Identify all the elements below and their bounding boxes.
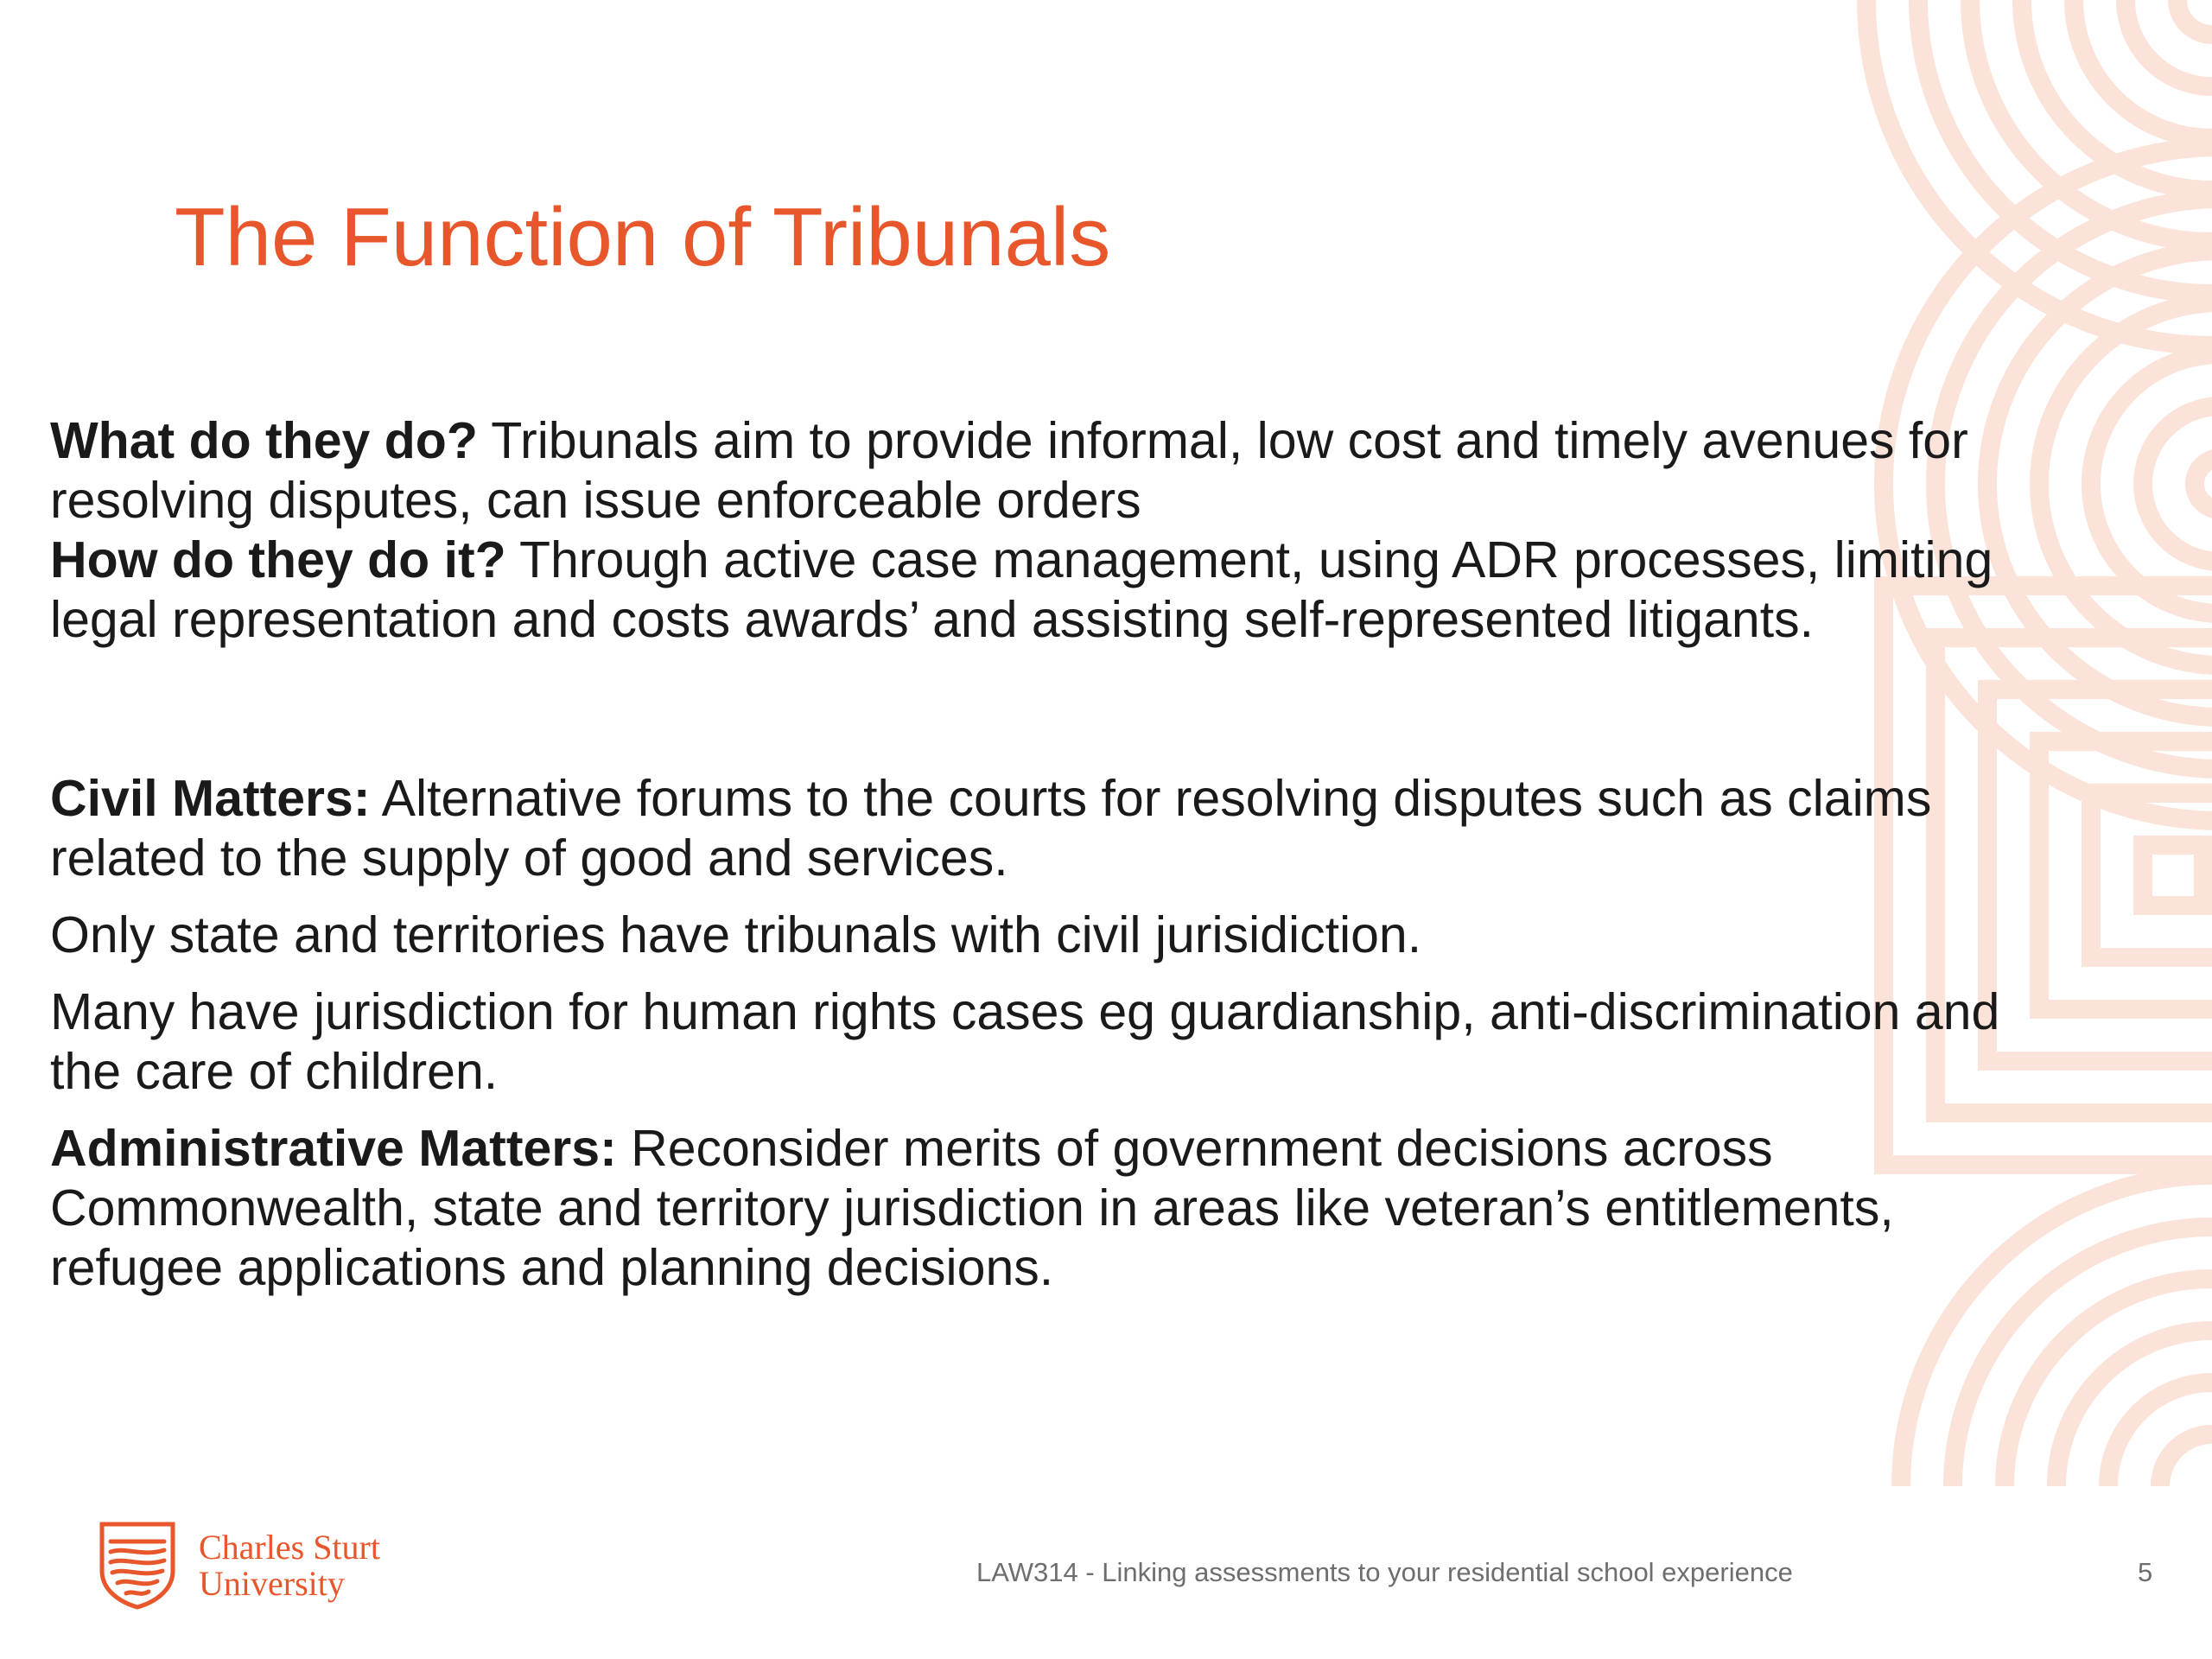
paragraph-lead: Administrative Matters: (50, 1120, 617, 1177)
logo-name-line-2: University (199, 1564, 345, 1603)
crest-shield-icon (97, 1521, 178, 1611)
paragraph-lead: How do they do it? (50, 531, 506, 588)
paragraph-what-do-they-do (50, 411, 2072, 531)
footer-course-text: LAW314 - Linking assessments to your residential school experience (976, 1557, 1793, 1587)
slide-title: The Function of Tribunals (175, 191, 1111, 283)
university-logo (97, 1521, 380, 1611)
paragraph-many-have (50, 982, 2072, 1102)
logo-wordmark (199, 1529, 380, 1602)
paragraph-lead: Civil Matters: (50, 770, 371, 827)
logo-name-line-1: Charles Sturt (199, 1528, 380, 1567)
paragraph-how-do-they-do-it (50, 531, 2072, 650)
slide-body (50, 411, 2072, 1298)
paragraph-civil-matters (50, 769, 2072, 888)
paragraph-only-state (50, 906, 2072, 965)
paragraph-text: Alternative forums to the courts for resolving disputes such as claims related to the supply of good and services. (50, 770, 1932, 887)
page-number: 5 (2138, 1557, 2153, 1587)
paragraph-text: Through active case management, using ADR processes, limiting legal representation and costs awards’ and assisting self-represented litigants. (50, 531, 1993, 648)
paragraph-text: Many have jurisdiction for human rights cases eg guardianship, anti-discrimination and the care of children. (50, 983, 2000, 1100)
paragraph-text: Tribunals aim to provide informal, low cost and timely avenues for resolving disputes, can issue enforceable orders (50, 412, 1968, 529)
paragraph-text: Reconsider merits of government decisions across Commonwealth, state and territory jurisdiction in areas like veteran’s entitlements, refugee applications and planning decisions. (50, 1120, 1894, 1296)
paragraph-administrative-matters (50, 1119, 2072, 1298)
paragraph-lead: What do they do? (50, 412, 478, 469)
paragraph-text: Only state and territories have tribunals with civil jurisidiction. (50, 906, 1422, 963)
